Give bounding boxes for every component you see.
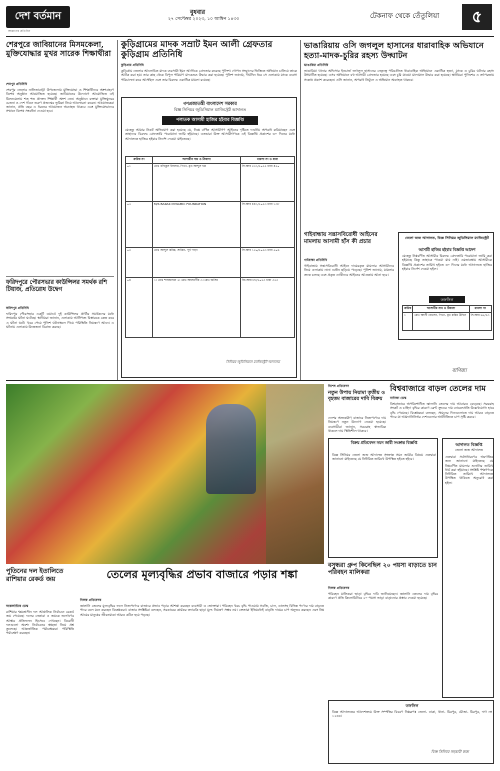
vertical-rule-center [300, 40, 301, 380]
teler-headline: তেলের মূল্যবৃদ্ধির প্রভাব বাজারে পড়ার শঙ্কা [106, 568, 298, 581]
left-top-headline: শেরপুরে জাবিয়ানের মিসমকেলা, মুক্তিযোদ্ধার মুখর সারেক শিক্ষাথীরা [6, 40, 111, 58]
bottom-right-notice-title: তফসিল [405, 703, 419, 708]
right-notice [398, 232, 494, 340]
left-top-byline: শেরপুর প্রতিনিধি [6, 82, 28, 86]
table-cell: মোঃ রফিকুল ইসলাম, পিতা- মৃত আব্দুল হক [153, 163, 241, 201]
bhangaria-headline: ভাঙারিয়ায় ওসি জগলুল হাসানের ধারাবাহিক অভিযানে হত্যা-মাদক-চুরির রহস্য উদ্ঘাটন [304, 40, 484, 60]
court-notice-table [125, 156, 295, 338]
bottom-right-notice-body: বিজ্ঞ আদালতের আদেশক্রমে উক্ত সম্পত্তির বিবরণ নিম্নরূপঃ জেলা- ঢাকা, থানা- মিরপুর, মৌজা- মিরপুর, দাগ নং ১২৩৪। [332, 710, 492, 719]
kurigram-byline: কুড়িগ্রাম প্রতিনিধি [121, 63, 144, 67]
market-photo-vendor [206, 404, 256, 494]
masthead-tagline: আমাদের প্রতিদিন [8, 29, 31, 33]
court-notice-banner-box [162, 116, 258, 125]
masthead-day: বুধবার [190, 9, 206, 16]
left-mid-byline: ফরিদপুর প্রতিনিধি [6, 306, 29, 310]
table-cell: জি.আর ৮৮/২০২৩ ধারা ৩২৩ [240, 277, 294, 337]
right-notice-table-title-box [429, 296, 465, 303]
newtrend-body: দেশের অভ্যন্তরীণ বাজারে নিত্যপণ্যের দাম নিয়ন্ত্রণে নতুন উদ্যোগ নেওয়া হয়েছে। ব্যবসায়ীরা জানান, সরবরাহ স্বাভাবিক থাকলে দাম স্থিতিশীল থাকবে। [328, 416, 386, 433]
section-rule [6, 380, 494, 381]
right-notice-banner: আসামী হাজির হইবার বিজ্ঞপ্তি আদেশ [418, 247, 476, 252]
left-divider-1 [6, 276, 114, 277]
right-notice-table [402, 305, 492, 331]
commerce-category: বাণিজ্য [452, 368, 467, 374]
sale-notice [328, 438, 438, 558]
teler-body: জ্বালানি তেলের মূল্যবৃদ্ধির ফলে নিত্যপণ্যের বাজারে প্রভাব পড়ার আশঙ্কা করছেন ব্যবসায়ী ও ভোক্তারা। পরিবহন খরচ বৃদ্ধি পাওয়ায় সবজি, চাল, ডালসহ বিভিন্ন পণ্যের দাম বাড়তে পারে বলে মনে করছেন বিশ্লেষকরা। বাজার সংশ্লিষ্টরা বলছেন, সরকারের কার্যকর তদারকি ছাড়া মূল্য নিয়ন্ত্রণ সম্ভব নয়। ক্রেতারা ইতিমধ্যেই বাড়তি দামের চাপ অনুভব করছেন এবং নিম্ন আয়ের মানুষের জীবনযাত্রা আরও কঠিন হয়ে পড়ছে। [80, 604, 324, 617]
court-table-header: মামলা নং ও ধারা [240, 157, 294, 164]
table-row [126, 277, 295, 337]
newtrend-headline: নতুন উপায় নিয়ামা তৃতীয় ও বৃহত্তম বাজারের দাবি বিক্রয় [328, 390, 385, 402]
table-row [403, 312, 492, 330]
table-cell: মোঃ আলী হোসেন, পিতা- মৃত করিম উদ্দিন [413, 312, 469, 330]
bhangaria-body: ভাঙারিয়া থানার অফিসার ইনচার্জ জগলুল হাসানের নেতৃত্বে পরিচালিত ধারাবাহিক অভিযানে একাধিক হত্যা, মাদক ও চুরির ঘটনার রহস্য উদ্ঘাটিত হয়েছে। এসব অভিযানে বহু আসামী গ্রেফতার হয়েছে এবং চুরি যাওয়া মালামাল উদ্ধার করা হয়েছে। স্থানীয়রা পুলিশের এ তৎপরতায় সন্তোষ প্রকাশ করেছেন। ওসি জানান, অপরাধ নির্মূলে এ অভিযান অব্যাহত থাকবে। [304, 69, 494, 82]
vertical-rule-left [117, 40, 118, 380]
court-notice-subtitle: বিজ্ঞ সিনিয়র জুডিসিয়াল ম্যাজিস্ট্রেট আদালত [173, 107, 247, 112]
masthead-logo: দেশ বর্তমান [14, 11, 62, 22]
far-right-notice-subtitle: জেলা জজ আদালত [455, 448, 483, 452]
table-row [126, 247, 295, 277]
court-table-header: আসামীর নাম ও ঠিকানা [153, 157, 241, 164]
market-photo [6, 384, 324, 564]
table-cell: মোঃ আব্দুল করিম, সাকিন- পূর্ব পাড়া [153, 247, 241, 277]
kurigram-headline: কুড়িগ্রামের মাদক সম্রাট ইমন আলী গ্রেফতার কুড়িগ্রাম প্রতিনিধি [121, 40, 273, 61]
page-number-box [462, 4, 492, 30]
table-cell: সি.আর ১২০/২০২৩ ধারা ৫০৬ [240, 247, 294, 277]
court-table-header-row [126, 157, 295, 164]
putin-byline: আন্তর্জাতিক ডেস্ক [6, 604, 29, 608]
basundhara-body: পরিবহন মালিকরা ভাড়া বৃদ্ধির দাবি জানিয়েছেন। জ্বালানি তেলের দাম বৃদ্ধির কারণে প্রতি কিলোমিটারে ২০ পয়সা ভাড়া বাড়ানোর প্রস্তাব দেওয়া হয়েছে। [328, 592, 438, 601]
kurigram-body: কুড়িগ্রাম জেলার আলোচিত মাদক ব্যবসায়ী ইমন আলীকে গ্রেফতার করেছে পুলিশ। গোপন সংবাদের ভিত্তিতে অভিযান চালিয়ে তাকে আটক করা হয়। তার কাছ থেকে বিপুল পরিমাণ মাদকদ্রব্য উদ্ধার করা হয়েছে। পুলিশ জানায়, দীর্ঘদিন ধরে সে এলাকায় মাদক ব্যবসা পরিচালনা করে আসছিল এবং তার বিরুদ্ধে একাধিক মামলা রয়েছে। [121, 69, 297, 82]
table-cell: ১। মোঃ শাহজাহান ২। মোঃ আলমগীর ৩। মোঃ জসিম [153, 277, 241, 337]
table-row [126, 201, 295, 247]
masthead-date: ২৭ সেপ্টেম্বর ২০২৩, ১০ আশ্বিন ১৪৩০ [168, 17, 240, 22]
court-notice-table-wrap [125, 156, 295, 338]
table-cell: সি.আর ২৩১/২০২২ ধারা ৪২০ [240, 163, 294, 201]
table-cell: ০৩ [126, 247, 153, 277]
masthead-section: টেকনাফ থেকে তেঁতুলিয়া [370, 12, 440, 20]
court-notice-signature: সিনিয়র জুডিসিয়াল ম্যাজিস্ট্রেট আদালত [226, 360, 280, 364]
putin-body: রাশিয়ার ক্ষমতাসীন দল আঞ্চলিক নির্বাচনে রেকর্ড জয় পেয়েছে। দলের নেতারা এ জয়কে জনগণের আস্থার প্রতিফলন হিসেবে দেখছেন। বিরোধী দলগুলো অবশ্য নির্বাচনের স্বচ্ছতা নিয়ে প্রশ্ন তুলেছে। আন্তর্জাতিক পর্যবেক্ষকরা পরিস্থিতি পর্যবেক্ষণ করছেন। [6, 610, 74, 636]
far-right-notice-body: এতদ্বারা সর্বসাধারণের অবগতির জন্য জানানো যাইতেছে যে নিম্নবর্ণিত মামলার শুনানির তারিখ ধার্য করা হইয়াছে। সংশ্লিষ্ট পক্ষগণকে নির্ধারিত তারিখে আদালতে উপস্থিত থাকিতে অনুরোধ করা হইল। [445, 455, 493, 485]
table-row [126, 163, 295, 201]
right-table-header: মামলা নং [469, 306, 491, 313]
right-notice-table-wrap [402, 305, 492, 331]
right-table-header: আসামীর নাম ও ঠিকানা [413, 306, 469, 313]
teler-byline: নিজস্ব প্রতিবেদক [80, 598, 102, 602]
court-notice [121, 97, 297, 378]
right-table-header: ক্রমিক [403, 306, 413, 313]
right-notice-title: জেলা জজ আদালত, বিজ্ঞ সিনিয়র জুডিসিয়াল ম্যাজিস্ট্রেট [405, 236, 489, 240]
bottom-right-notice-signature: বিজ্ঞ সিনিয়র সহকারী জজ [431, 750, 469, 754]
sale-notice-title: বিক্রয় প্রতিবেদন সমন জারী সংক্রান্ত বিজ্ঞপ্তি [350, 440, 418, 445]
bhangaria-byline: ভাঙারিয়া প্রতিনিধি [304, 63, 329, 67]
newtrend-kicker: বিশেষ প্রতিবেদন [328, 384, 350, 388]
sale-notice-body: বিজ্ঞ সিনিয়র জেলা জজ আদালত সংক্রান্ত সমন জারীর বিষয়ে এতদ্বারা জানানো যাইতেছে যে নির্ধারিত তারিখে উপস্থিত হইতে হইবে। [332, 453, 436, 462]
court-notice-banner: পলাতক আসামী হাজির হইবার বিজ্ঞপ্তি [176, 118, 244, 123]
right-table-header-row [403, 306, 492, 313]
biswabajar-headline: বিশ্ববাজারে বাড়ল তেলের দাম [390, 383, 486, 393]
table-cell: ০১ [126, 163, 153, 201]
left-mid-headline: ফরিদপুরে পৌরসভার কাউন্সিলর সমর্থক রশি টিয়াজ, প্রতিরোধ উদ্বেগ [6, 280, 107, 293]
left-top-body: শেরপুর জেলার নালিতাবাড়ী উপজেলায় মুক্তিযোদ্ধা ও শিক্ষার্থীদের অংশগ্রহণে বিশেষ অনুষ্ঠান আয়োজিত হয়েছে। জাবিয়ানের উদ্যোগে আয়োজিত এই মিলনমেলায় শত শত প্রাক্তন শিক্ষার্থী অংশ নেন। অনুষ্ঠানে বক্তারা মুক্তিযুদ্ধের চেতনা ও দেশ গঠনে তরুণ প্রজন্মের ভূমিকা নিয়ে আলোচনা করেন। আয়োজকরা জানান, প্রতি বছর এ ধরনের আয়োজন অব্যাহত থাকবে এবং মুক্তিযোদ্ধাদের সম্মানে বিশেষ সংবর্ধনা দেওয়া হবে। [6, 88, 114, 114]
table-cell: ০৪ [126, 277, 153, 337]
court-notice-title: গণপ্রজাতন্ত্রী বাংলাদেশ সরকার [183, 102, 237, 107]
gaibandha-headline: গাইবান্ধায় সন্ত্রাসবিরোধী আইনের মামলায় আসামী হাঁস কী প্রচার [304, 232, 378, 245]
gaibandha-body: গাইবান্ধায় সন্ত্রাসবিরোধী আইনে দায়েরকৃত মামলার আসামীদের নিয়ে এলাকায় নানা গুঞ্জন ছড়িয়ে পড়েছে। পুলিশ জানায়, মামলার তদন্ত চলছে এবং প্রকৃত দোষীদের আইনের আওতায় আনা হবে। [304, 264, 394, 277]
market-photo-shop [266, 384, 324, 564]
table-cell: M/S BARAK DYNAMIC FOUNDATION [153, 201, 241, 247]
table-cell: সি.আর ৪৪১/২০২৩ ধারা ১৩৮ [240, 201, 294, 247]
far-right-notice [442, 438, 494, 698]
court-table-header: ক্রমিক নং [126, 157, 153, 164]
masthead-logo-box [6, 6, 70, 28]
putin-headline: পুতিনের দল ইতালিতে রাশিয়ার রেকর্ড জয় [6, 567, 64, 583]
basundhara-headline: বসুন্ধরা গ্রুপ কিনেছিল ২০ পয়সা বাড়াতে চান পরিবহন মালিকরা [328, 562, 437, 577]
basundhara-byline: নিজস্ব প্রতিবেদক [328, 586, 350, 590]
bottom-right-notice [328, 700, 494, 764]
far-right-notice-title: আদালত বিজ্ঞপ্তি [455, 442, 483, 447]
right-notice-body: যেহেতু নিম্নবর্ণিত আসামীর বিরুদ্ধে গ্রেফতারি পরোয়ানা জারি করা হইয়াছে কিন্তু তাহাকে পাওয়া যায় নাই। এমতাবস্থায় আসামীকে বিজ্ঞপ্তি প্রকাশের তারিখ হইতে ৩০ দিনের মধ্যে আদালতে হাজির হইবার নির্দেশ দেওয়া হইল। [402, 254, 492, 271]
right-notice-table-title: তফসিল [440, 297, 454, 302]
biswabajar-byline: বাণিজ্য ডেস্ক [390, 396, 407, 400]
left-mid-body: ফরিদপুর পৌরসভার একটি ওয়ার্ডে দুই কাউন্সিলর প্রার্থীর সমর্থকদের মধ্যে সংঘর্ষের ঘটনা ঘটেছে। স্থানীয়রা জানান, এলাকায় আধিপত্য বিস্তারকে কেন্দ্র করে এ ঘটনা ঘটে। খবর পেয়ে পুলিশ ঘটনাস্থলে গিয়ে পরিস্থিতি নিয়ন্ত্রণে আনে। এ ঘটনায় এলাকায় উত্তেজনা বিরাজ করছে। [6, 312, 114, 329]
biswabajar-body: বিশ্ববাজারে অপরিশোধিত জ্বালানি তেলের দাম আবারও বেড়েছে। সরবরাহ সংকট ও চাহিদা বৃদ্ধির কারণে ব্রেন্ট ক্রুডের দাম ব্যারেলপ্রতি উল্লেখযোগ্য হারে বৃদ্ধি পেয়েছে। বিশ্লেষকরা বলছেন, সামনের দিনগুলোতে দাম আরও বাড়তে পারে যা আমদানিনির্ভর দেশগুলোর অর্থনীতিতে চাপ সৃষ্টি করবে। [390, 402, 494, 419]
table-cell: সি.আর ৬৫/২৩ [469, 312, 491, 330]
masthead-rule [6, 36, 494, 37]
court-notice-body: যেহেতু আমার নিকট অভিযোগ করা হয়েছে যে, নিম্নে বর্ণিত আসামীগণ আইনের দৃষ্টিতে দণ্ডনীয় অপরাধ করিয়াছেন এবং তাহাদের বিরুদ্ধে গ্রেফতারি পরোয়ানা জারি হইয়াছে। এতদ্বারা উক্ত আসামীগণকে এই বিজ্ঞপ্তি প্রকাশের ৩০ দিনের মধ্যে আদালতে হাজির হইবার নির্দেশ দেওয়া যাইতেছে। [125, 128, 295, 141]
table-cell: ০২ [126, 201, 153, 247]
table-cell: ১ [403, 312, 413, 330]
gaibandha-byline: গাইবান্ধা প্রতিনিধি [304, 258, 328, 262]
page-number: ৫ [471, 7, 483, 26]
